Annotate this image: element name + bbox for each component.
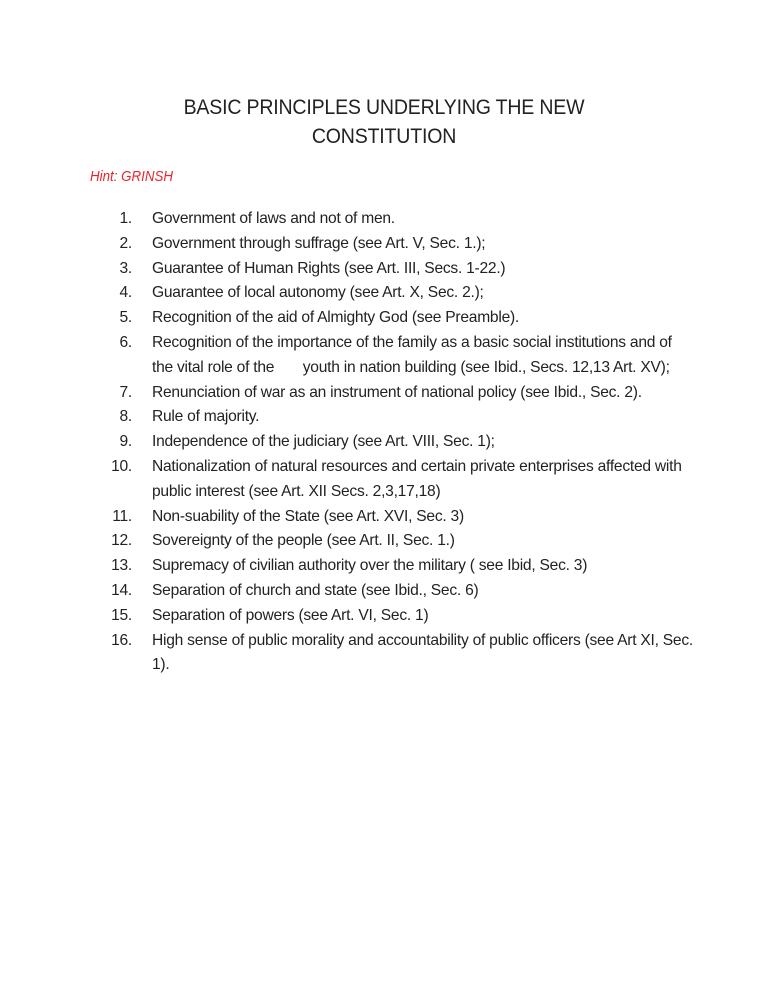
item-text: Nationalization of natural resources and certain private enterprises affected with public interest (see Art. XII Secs. 2,3,17,18) [152, 457, 682, 500]
item-number: 1. [119, 210, 132, 227]
list-item [106, 579, 696, 604]
item-number: 2. [119, 234, 132, 252]
list-item [106, 629, 696, 679]
item-text: Sovereignty of the people (see Art. II, Sec. 1.) [152, 532, 455, 550]
hint-text [90, 169, 173, 185]
title-line-2: CONSTITUTION [311, 125, 457, 148]
item-number: 13. [111, 557, 132, 575]
list-item [106, 430, 696, 455]
item-text: Separation of church and state (see Ibid., Sec. 6) [152, 581, 479, 599]
list-item [106, 281, 696, 306]
item-text: Guarantee of local autonomy (see Art. X, Sec. 2.); [152, 284, 484, 302]
item-number: 12. [111, 532, 132, 550]
page-title [111, 93, 658, 151]
item-text: Renunciation of war as an instrument of national policy (see Ibid., Sec. 2). [152, 383, 642, 401]
item-number: 4. [119, 284, 132, 302]
item-number: 10. [111, 457, 132, 475]
list-item [106, 529, 696, 554]
principles-list [106, 207, 696, 678]
item-text: Supremacy of civilian authority over the military ( see Ibid, Sec. 3) [152, 557, 588, 575]
list-item [106, 306, 696, 331]
list-item [106, 232, 696, 257]
item-number: 15. [111, 606, 132, 624]
item-text: Non-suability of the State (see Art. XVI, Sec. 3) [152, 507, 464, 525]
item-text: Guarantee of Human Rights (see Art. III, Secs. 1-22.) [152, 259, 506, 277]
list-item [106, 381, 696, 406]
item-text: Separation of powers (see Art. VI, Sec. 1) [152, 606, 429, 624]
item-number: 7. [119, 383, 132, 401]
item-number: 3. [119, 259, 132, 277]
list-item [106, 405, 696, 430]
item-text: Government through suffrage (see Art. V, Sec. 1.); [152, 234, 486, 252]
item-text: Recognition of the aid of Almighty God (see Preamble). [152, 309, 520, 327]
item-number: 5. [119, 309, 132, 327]
item-number: 11. [112, 507, 132, 525]
item-text: Government of laws and not of men. [152, 210, 395, 227]
item-text: Recognition of the importance of the family as a basic social institutions and of the vital role of the youth in nation building (see Ibid., Secs. 12,13 Art. XV); [152, 333, 676, 376]
list-item [106, 604, 696, 629]
item-number: 16. [111, 631, 132, 649]
list-item [106, 257, 696, 282]
list-item [106, 455, 696, 505]
item-text: Independence of the judiciary (see Art. VIII, Sec. 1); [152, 433, 495, 451]
item-text: High sense of public morality and accountability of public officers (see Art XI, Sec. 1). [152, 631, 693, 674]
list-item [106, 331, 696, 381]
item-number: 9. [119, 433, 132, 451]
item-number: 6. [119, 333, 132, 351]
list-item [106, 207, 696, 232]
item-number: 14. [111, 581, 132, 599]
item-number: 8. [119, 408, 132, 426]
list-item [106, 505, 696, 530]
hint-label: Hint: GRINSH [90, 169, 174, 185]
item-text: Rule of majority. [152, 408, 260, 426]
title-line-1: BASIC PRINCIPLES UNDERLYING THE NEW [183, 96, 585, 119]
list-item [106, 554, 696, 579]
